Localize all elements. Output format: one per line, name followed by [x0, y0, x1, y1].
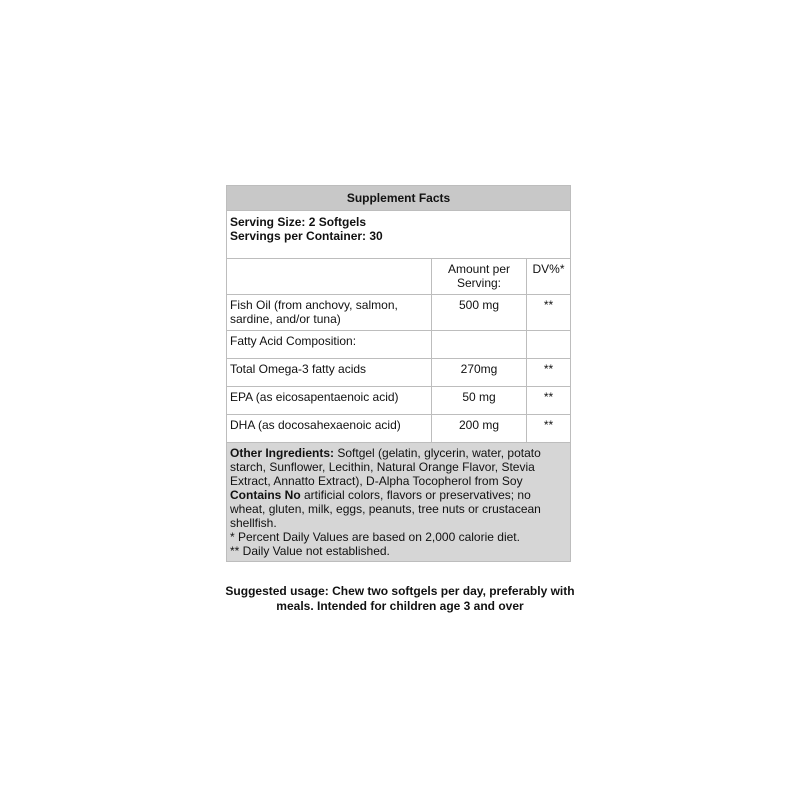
row-amount: 200 mg — [432, 415, 527, 443]
supplement-facts-panel — [226, 185, 571, 562]
footnote-dv: * Percent Daily Values are based on 2,000 calorie diet. — [230, 530, 520, 544]
row-name: DHA (as docosahexaenoic acid) — [227, 415, 432, 443]
servings-per-container: Servings per Container: 30 — [230, 229, 383, 243]
table-row — [227, 295, 570, 331]
ingredients-paragraph — [230, 446, 567, 488]
row-amount — [432, 331, 527, 359]
row-amount: 270mg — [432, 359, 527, 387]
header-name-cell — [227, 259, 432, 295]
row-amount: 50 mg — [432, 387, 527, 415]
other-ingredients-section — [227, 443, 570, 561]
header-dv: DV%* — [527, 259, 571, 295]
contains-text: artificial colors, flavors or preservatives; no wheat, gluten, milk, eggs, peanuts, tree nuts or crustacean shellfish. — [230, 488, 541, 530]
serving-size: Serving Size: 2 Softgels — [230, 215, 367, 229]
row-dv: ** — [527, 415, 571, 443]
table-row — [227, 387, 570, 415]
contains-paragraph — [230, 488, 567, 530]
table-row — [227, 415, 570, 443]
ingredients-label: Other Ingredients: — [230, 446, 335, 460]
row-name: Total Omega-3 fatty acids — [227, 359, 432, 387]
row-dv: ** — [527, 359, 571, 387]
table-header-row — [227, 259, 570, 295]
ingredients-text: Softgel (gelatin, glycerin, water, potato starch, Sunflower, Lecithin, Natural Orange Flavor, Stevia Extract, Annatto Extract), D-Alpha Tocopherol from Soy — [230, 446, 541, 488]
row-dv: ** — [527, 295, 571, 331]
row-dv — [527, 331, 571, 359]
row-name: EPA (as eicosapentaenoic acid) — [227, 387, 432, 415]
table-row — [227, 331, 570, 359]
contains-label: Contains No — [230, 488, 301, 502]
row-name: Fish Oil (from anchovy, salmon, sardine, and/or tuna) — [227, 295, 432, 331]
row-amount: 500 mg — [432, 295, 527, 331]
header-amount: Amount per Serving: — [432, 259, 527, 295]
table-row — [227, 359, 570, 387]
row-name: Fatty Acid Composition: — [227, 331, 432, 359]
serving-info — [227, 211, 570, 259]
footnote-not-established: ** Daily Value not established. — [230, 544, 390, 558]
panel-title: Supplement Facts — [227, 186, 570, 211]
suggested-usage: Suggested usage: Chew two softgels per day, preferably with meals. Intended for children age 3 and over — [225, 584, 575, 613]
nutrient-table — [227, 259, 570, 443]
row-dv: ** — [527, 387, 571, 415]
